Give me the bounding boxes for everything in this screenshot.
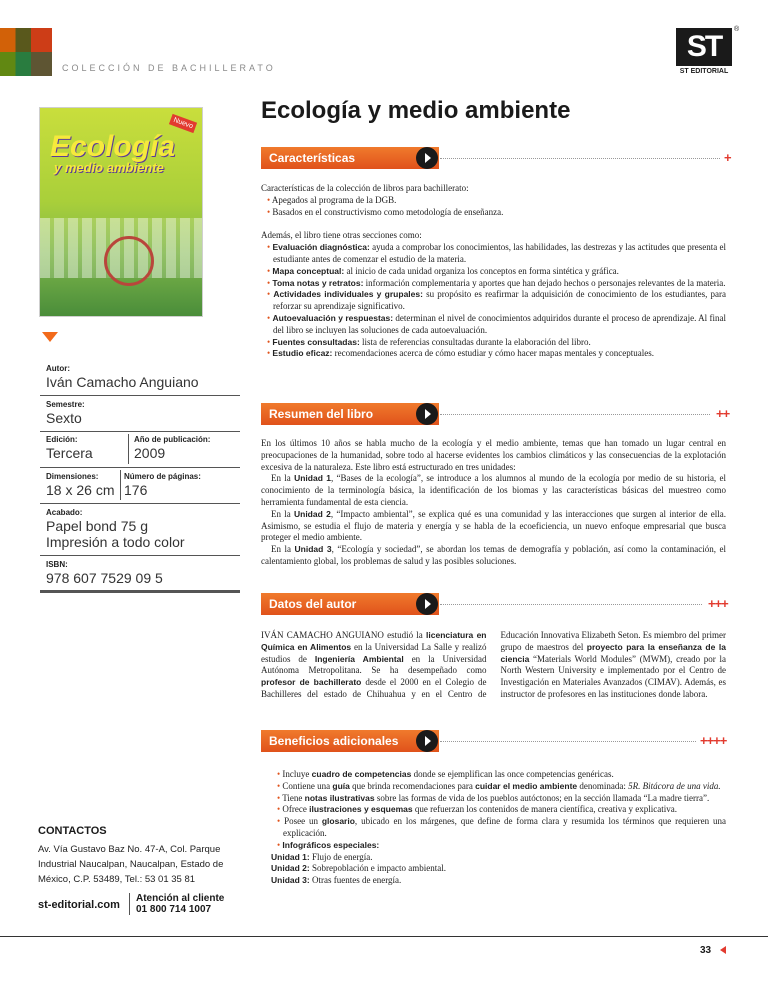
bio-key: licenciatura en Química en Alimentos <box>261 630 487 652</box>
year-label: Año de publicación: <box>134 435 211 444</box>
item-text: recomendaciones acerca de cómo estudiar y cómo hacer mapas mentales y conceptuales. <box>332 348 654 359</box>
text: En la <box>271 473 295 484</box>
plus-marker: + <box>724 150 731 165</box>
text: , “Bases de la ecología”, se introduce a los alumnos al mundo de la ecología por medio de su historia, el conocimiento de la terminología básica, la identificación de los biomas y las características básicas del muestreo como herramienta fundamental de esta ciencia. <box>261 473 726 507</box>
list-item: • Basados en el constructivismo como metodología de enseñanza. <box>267 206 504 217</box>
text: que refuerzan los contenidos de manera científica, creativa y explicativa. <box>412 804 677 815</box>
unit-key: Unidad 3 <box>294 544 332 555</box>
list-item: • Fuentes consultadas: lista de referencias consultadas durante la elaboración del libro. <box>267 336 591 347</box>
dotted-divider <box>440 158 720 159</box>
text: sobre las formas de vida de los pueblos autóctonos; en la sección llamada “La madre tierra”. <box>374 792 710 803</box>
divider <box>40 431 240 432</box>
item-key: Mapa conceptual: <box>272 265 345 276</box>
section-header-caracteristicas: Características <box>261 147 439 169</box>
text: donde se ejemplifican las once competencias genéricas. <box>411 769 614 779</box>
cover-badge: Nuevo <box>169 114 197 133</box>
section-header-datos-autor: Datos del autor <box>261 593 439 615</box>
address-line: Industrial Naucalpan, Naucalpan, Estado de <box>38 859 224 870</box>
isbn-value: 978 607 7529 09 5 <box>46 570 163 586</box>
bio-key: proyecto para la enseñanza de la ciencia <box>500 641 726 664</box>
finish-value-1: Papel bond 75 g <box>46 518 148 534</box>
text: en la Universidad La Salle y realizó estudios de <box>261 641 487 664</box>
divider <box>128 434 129 464</box>
dotted-divider <box>440 604 702 605</box>
item-key: ilustraciones y esquemas <box>309 804 413 815</box>
beneficios-body <box>271 769 726 887</box>
item-text: lista de referencias consultadas durante la elaboración del libro. <box>359 336 591 347</box>
item-key: guía <box>332 780 350 791</box>
item-key: Toma notas y retratos: <box>272 277 364 288</box>
item-key: Autoevaluación y respuestas: <box>272 312 394 323</box>
item-key: Fuentes consultadas: <box>272 336 360 347</box>
resumen-unit-1 <box>261 473 726 508</box>
item-text: información complementaria y aportes que han dejado hechos o personajes relevantes de la materia. <box>363 277 726 288</box>
list-item: • Apegados al programa de la DGB. <box>267 194 397 205</box>
resumen-paragraph: En los últimos 10 años se habla mucho de la ecología y el medio ambiente, temas que han tomado un lugar central en preocupaciones de la humanidad, sobre todo al hacerse evidentes los cambios climáticos y las consecuencias de la explotación excesiva de la naturaleza. Este libro está estructurado en tres unidades: <box>261 438 726 472</box>
text: desde el 2000 en el Colegio de Bachilleres del estado de Chihuahua y en el Centro de Educación Innovativa Elizabeth Seton. Es miembro del primer grupo de maestros del <box>261 630 726 699</box>
website-link[interactable]: st-editorial.com <box>38 899 120 911</box>
item-text: al inicio de cada unidad organiza los conceptos en forma sintética y gráfica. <box>344 265 619 276</box>
semester-value: Sexto <box>46 410 82 426</box>
text: Tiene <box>282 792 305 803</box>
finish-label: Acabado: <box>46 508 83 517</box>
list-item: • Contiene una guía que brinda recomendaciones para cuidar el medio ambiente denominada: 5R. Bitácora de una vida. <box>277 780 721 791</box>
bio-key: Ingeniería Ambiental <box>314 653 404 664</box>
plus-marker: ++ <box>716 406 730 421</box>
service-label: Atención al cliente <box>136 893 225 904</box>
dimensions-label: Dimensiones: <box>46 472 99 481</box>
edition-value: Tercera <box>46 445 93 461</box>
address-line: Av. Vía Gustavo Baz No. 47-A, Col. Parque <box>38 844 221 855</box>
plus-marker: ++++ <box>700 733 727 748</box>
dotted-divider <box>440 414 710 415</box>
dimensions-value: 18 x 26 cm <box>46 482 115 498</box>
plus-marker: +++ <box>708 596 728 611</box>
caracteristicas-intro-2: Además, el libro tiene otras secciones como: <box>261 230 422 241</box>
play-icon <box>416 730 438 752</box>
list-item: • Tiene notas ilustrativas sobre las formas de vida de los pueblos autóctonos; en la sección llamada “La madre tierra”. <box>277 792 710 803</box>
list-item: • Estudio eficaz: recomendaciones acerca de cómo estudiar y cómo hacer mapas mentales y conceptuales. <box>267 348 654 359</box>
divider <box>120 470 121 500</box>
semester-label: Semestre: <box>46 400 85 409</box>
book-cover-image <box>40 108 202 316</box>
collection-label: COLECCIÓN DE BACHILLERATO <box>62 63 276 73</box>
list-item: • Toma notas y retratos: información complementaria y aportes que han dejado hechos o personajes relevantes de la materia. <box>267 277 726 288</box>
item-key: cuadro de competencias <box>311 769 412 779</box>
isbn-label: ISBN: <box>46 560 68 569</box>
item-text: su propósito es reafirmar la adquisición de conocimiento de los estudiantes, para reforzar su aprendizaje significativo. <box>273 289 726 312</box>
logo-text: ST EDITORIAL <box>679 68 729 75</box>
resumen-unit-2 <box>261 509 726 544</box>
contacts-heading: CONTACTOS <box>38 825 107 837</box>
list-item: • Posee un glosario, ubicado en los márgenes, que define de forma clara y resumida los términos que requieren una explicación. <box>277 816 727 838</box>
page-title: Ecología y medio ambiente <box>261 97 571 124</box>
caracteristicas-intro: Características de la colección de libros para bachillerato: <box>261 183 469 193</box>
unit-key: Unidad 1 <box>294 473 332 484</box>
text: Flujo de energía. <box>309 851 373 862</box>
list-item <box>271 852 726 864</box>
play-icon <box>416 147 438 169</box>
list-item: • Mapa conceptual: al inicio de cada unidad organiza los conceptos en forma sintética y gráfica. <box>267 265 619 276</box>
contact-address <box>38 842 248 887</box>
text: que brinda recomendaciones para <box>349 780 476 791</box>
registered-mark: ® <box>734 26 740 33</box>
text: IVÁN CAMACHO ANGUIANO estudió la <box>261 630 427 640</box>
text: , ubicado en los márgenes, que define de forma clara y resumida los términos que requieren una explicación. <box>283 816 727 838</box>
logo-mark: ST <box>676 28 732 66</box>
list-item <box>271 875 726 887</box>
triangle-left-icon <box>720 946 726 954</box>
item-key: notas ilustrativas <box>304 792 375 803</box>
list-item: • Evaluación diagnóstica: ayuda a comprobar los conocimientos, las habilidades, las destrezas y las actitudes que presenta el estudiante antes de comenzar el estudio de la materia. <box>267 242 726 264</box>
year-value: 2009 <box>134 445 166 461</box>
datos-autor-body <box>261 630 726 701</box>
play-icon <box>416 403 438 425</box>
page-number: 33 <box>700 945 712 956</box>
finish-value-2: Impresión a todo color <box>46 534 185 550</box>
text: “Materials World Modules” (MWM), creado por la North Western University e implementado por el Centro de Investigación en Materiales Avanzados (CIMAV). Además, es instructor de profesores en las instituciones donde labora. <box>500 653 726 699</box>
bio-key: profesor de bachillerato <box>261 677 362 688</box>
unit-key: Unidad 2 <box>293 508 331 519</box>
st-editorial-logo <box>676 28 738 76</box>
footer-divider <box>0 936 768 937</box>
divider <box>40 503 240 504</box>
list-item: • Autoevaluación y respuestas: determinan el nivel de conocimientos adquiridos durante el proceso de aprendizaje. Al final del libro se incluyen las soluciones de cada autoevaluación. <box>267 312 726 335</box>
cover-title: Ecología <box>50 130 176 163</box>
bullet-text: Apegados al programa de la DGB. <box>271 194 397 205</box>
text: Ofrece <box>282 804 310 815</box>
divider <box>129 893 130 915</box>
italic-text: 5R. Bitácora de una vida. <box>628 780 721 791</box>
caracteristicas-body <box>261 183 726 360</box>
text: Contiene una <box>282 780 333 791</box>
divider <box>40 395 240 396</box>
cover-bicycle-illustration <box>104 236 154 286</box>
item-key: Evaluación diagnóstica: <box>272 242 370 253</box>
author-label: Autor: <box>46 364 70 373</box>
resumen-body <box>261 438 726 568</box>
text: Incluye <box>282 769 312 779</box>
edition-label: Edición: <box>46 435 78 444</box>
service-phone: 01 800 714 1007 <box>136 904 212 915</box>
dotted-divider <box>440 741 696 742</box>
item-key: Unidad 2: <box>271 863 310 874</box>
item-text: ayuda a comprobar los conocimientos, las habilidades, las destrezas y las actitudes que presenta el estudiante antes de comenzar el estudio de la materia. <box>273 242 726 264</box>
pages-label: Número de páginas: <box>124 472 201 481</box>
list-item: • Ofrece ilustraciones y esquemas que refuerzan los contenidos de manera científica, creativa y explicativa. <box>277 804 677 815</box>
divider <box>40 590 240 593</box>
resumen-unit-3 <box>261 544 726 568</box>
item-key: cuidar el medio ambiente <box>475 780 578 791</box>
list-item <box>271 863 726 875</box>
triangle-down-icon <box>42 332 58 342</box>
text: denominada: <box>577 780 629 791</box>
text: En la <box>271 508 294 519</box>
item-key: Actividades individuales y grupales: <box>273 289 423 300</box>
list-item: • Actividades individuales y grupales: su propósito es reafirmar la adquisición de conocimiento de los estudiantes, para reforzar su aprendizaje significativo. <box>267 289 726 312</box>
list-item: • Infográficos especiales: <box>277 839 380 850</box>
author-bio <box>261 630 726 701</box>
text: Sobrepoblación e impacto ambiental. <box>309 863 446 874</box>
author-value: Iván Camacho Anguiano <box>46 374 199 390</box>
bullet-text: Basados en el constructivismo como metodología de enseñanza. <box>272 206 504 217</box>
item-key: Unidad 1: <box>271 851 310 862</box>
text: en la Universidad Autónoma Metropolitana. Se ha desempeñado como <box>261 653 487 676</box>
collection-mosaic-image <box>0 28 52 76</box>
section-header-beneficios: Beneficios adicionales <box>261 730 439 752</box>
item-key: Unidad 3: <box>271 875 310 886</box>
pages-value: 176 <box>124 482 148 498</box>
divider <box>40 467 240 468</box>
text: En la <box>271 544 295 555</box>
text: , “Ecología y sociedad”, se abordan los temas de demografía y población, así como la contaminación, el calentamiento global, los problemas de salud y las posibles soluciones. <box>261 544 727 566</box>
item-key: glosario <box>321 816 355 827</box>
divider <box>40 555 240 556</box>
item-key: Estudio eficaz: <box>272 348 333 359</box>
text: Otras fuentes de energía. <box>309 875 402 886</box>
section-header-resumen: Resumen del libro <box>261 403 439 425</box>
cover-subtitle: y medio ambiente <box>54 160 164 175</box>
list-item: • Incluye cuadro de competencias donde se ejemplifican las once competencias genéricas. <box>277 769 614 779</box>
text: Posee un <box>284 816 322 827</box>
item-text: determinan el nivel de conocimientos adquiridos durante el proceso de aprendizaje. Al final del libro se incluyen las soluciones de cada autoevaluación. <box>273 312 726 335</box>
address-line: México, C.P. 53489, Tel.: 53 01 35 81 <box>38 874 196 885</box>
play-icon <box>416 593 438 615</box>
item-key: Infográficos especiales: <box>282 839 380 850</box>
text: , “Impacto ambiental”, se explica qué es una comunidad y las interacciones que surgen al interior de ella. Asimismo, se estudia el flujo de materia y energía y se habla de la ecoeficiencia, un nuevo enfoque empresarial que busca proteger el medio ambiente. <box>261 508 726 543</box>
customer-service <box>136 893 224 915</box>
